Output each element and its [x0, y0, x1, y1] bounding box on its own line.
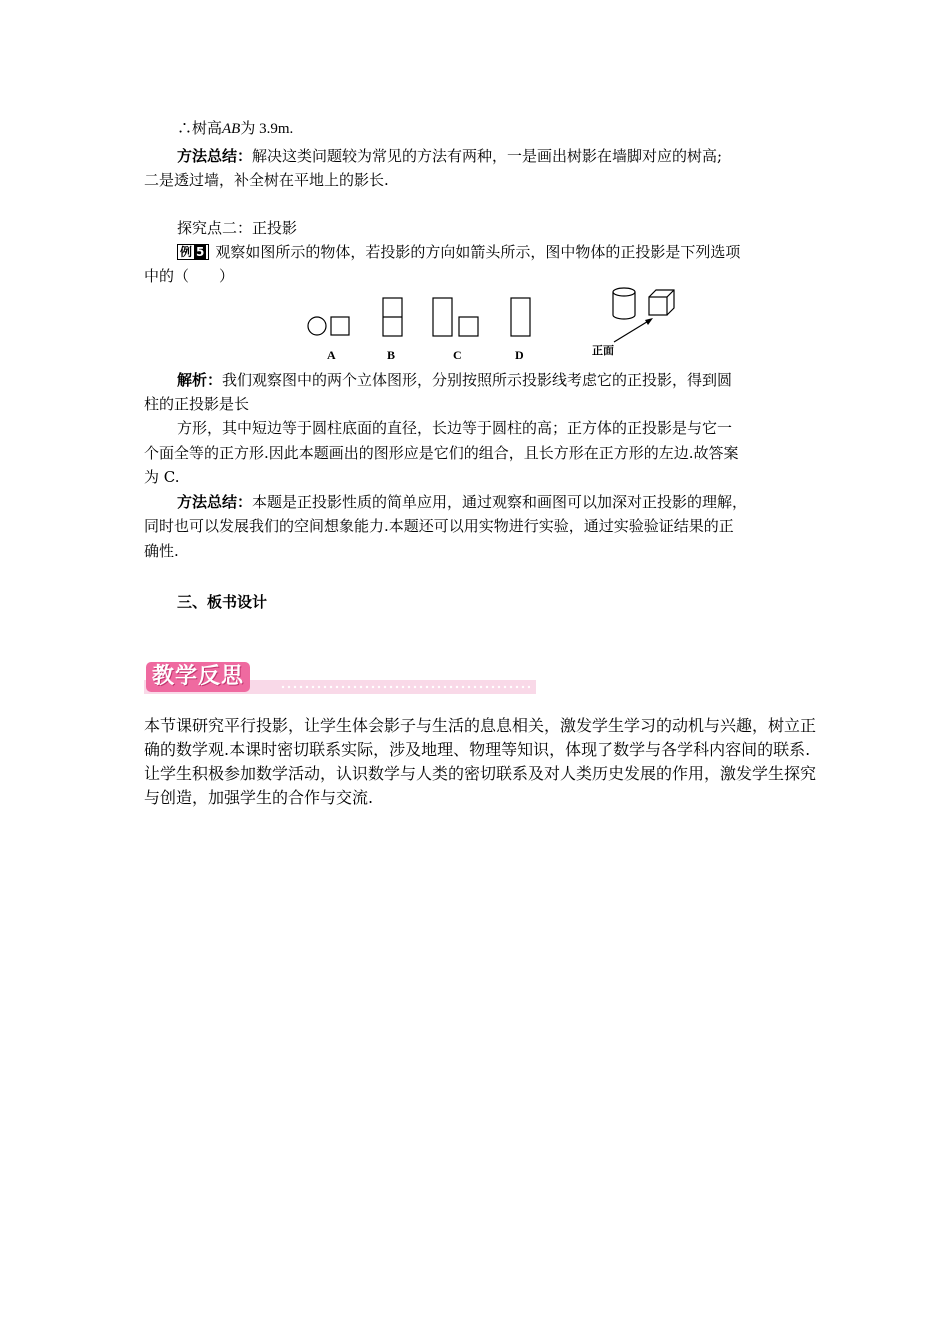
example-5-line1	[177, 242, 740, 262]
method-summary-2-label: 方法总结：	[177, 493, 253, 511]
option-c-rect	[433, 298, 452, 336]
cube-shape	[649, 290, 674, 315]
section-2-title: 探究点二：正投影	[177, 219, 298, 237]
method-summary-1-line1	[177, 146, 722, 166]
conclusion-suffix: 为 3.9m.	[240, 121, 294, 137]
example-question-text: 观察如图所示的物体，若投影的方向如箭头所示，图中物体的正投影是下列选项	[215, 243, 741, 261]
option-a-circle	[308, 317, 326, 335]
analysis-line1	[177, 370, 732, 390]
conclusion-prefix: ∴树高	[177, 119, 223, 137]
cylinder-shape	[613, 288, 635, 319]
conclusion-variable: AB	[222, 121, 241, 137]
analysis-label: 解析：	[177, 371, 223, 389]
analysis-line3: 方形，其中短边等于圆柱底面的直径，长边等于圆柱的高；正方体的正投影是与它一	[177, 419, 733, 437]
reflection-banner-title: 教学反思	[146, 662, 250, 692]
option-c-label: C	[453, 348, 462, 362]
option-b-label: B	[387, 348, 396, 362]
conclusion-line	[177, 118, 293, 139]
method-summary-2-line1	[177, 492, 747, 512]
reflection-banner	[144, 662, 536, 694]
analysis-text-1: 我们观察图中的两个立体图形，分别按照所示投影线考虑它的正投影，得到圆	[222, 371, 733, 389]
method-summary-2-text: 本题是正投影性质的简单应用，通过观察和画图可以加深对正投影的理解，	[252, 493, 748, 511]
method-summary-text: 解决这类问题较为常见的方法有两种，一是画出树影在墙脚对应的树高;	[252, 147, 723, 165]
analysis-line5: 为 C.	[144, 468, 180, 486]
section-3-title: 三、板书设计	[177, 593, 268, 611]
option-a-square	[331, 317, 349, 335]
example-badge: 例 5	[177, 244, 209, 260]
analysis-line4: 个面全等的正方形.因此本题画出的图形应是它们的组合，且长方形在正方形的左边.故答案	[144, 444, 739, 462]
projection-figure	[300, 284, 690, 354]
banner-dots	[280, 685, 530, 689]
front-face-label: 正面	[592, 344, 614, 357]
projection-arrow	[614, 320, 650, 342]
method-summary-1-line2: 二是透过墙，补全树在平地上的影长.	[144, 171, 389, 189]
analysis-line2: 柱的正投影是长	[144, 395, 250, 413]
method-summary-label: 方法总结：	[177, 147, 253, 165]
reflection-paragraph: 本节课研究平行投影，让学生体会影子与生活的息息相关，激发学生学习的动机与兴趣，树立正确的数学观.本课时密切联系实际，涉及地理、物理等知识，体现了数学与各学科内容间的联系.让学生积极参加数学活动，认识数学与人类的密切联系及对人类历史发展的作用，激发学生探究与创造，加强学生的合作与交流.	[144, 716, 817, 807]
option-d-label: D	[515, 348, 524, 362]
option-c-square	[459, 317, 478, 336]
method-summary-2-line2: 同时也可以发展我们的空间想象能力.本题还可以用实物进行实验，通过实验验证结果的正	[144, 517, 734, 535]
example-5-line2: 中的（ ）	[144, 267, 235, 285]
method-summary-2-line3: 确性.	[144, 542, 179, 560]
option-d-rect	[511, 298, 530, 336]
option-a-label: A	[327, 348, 336, 362]
